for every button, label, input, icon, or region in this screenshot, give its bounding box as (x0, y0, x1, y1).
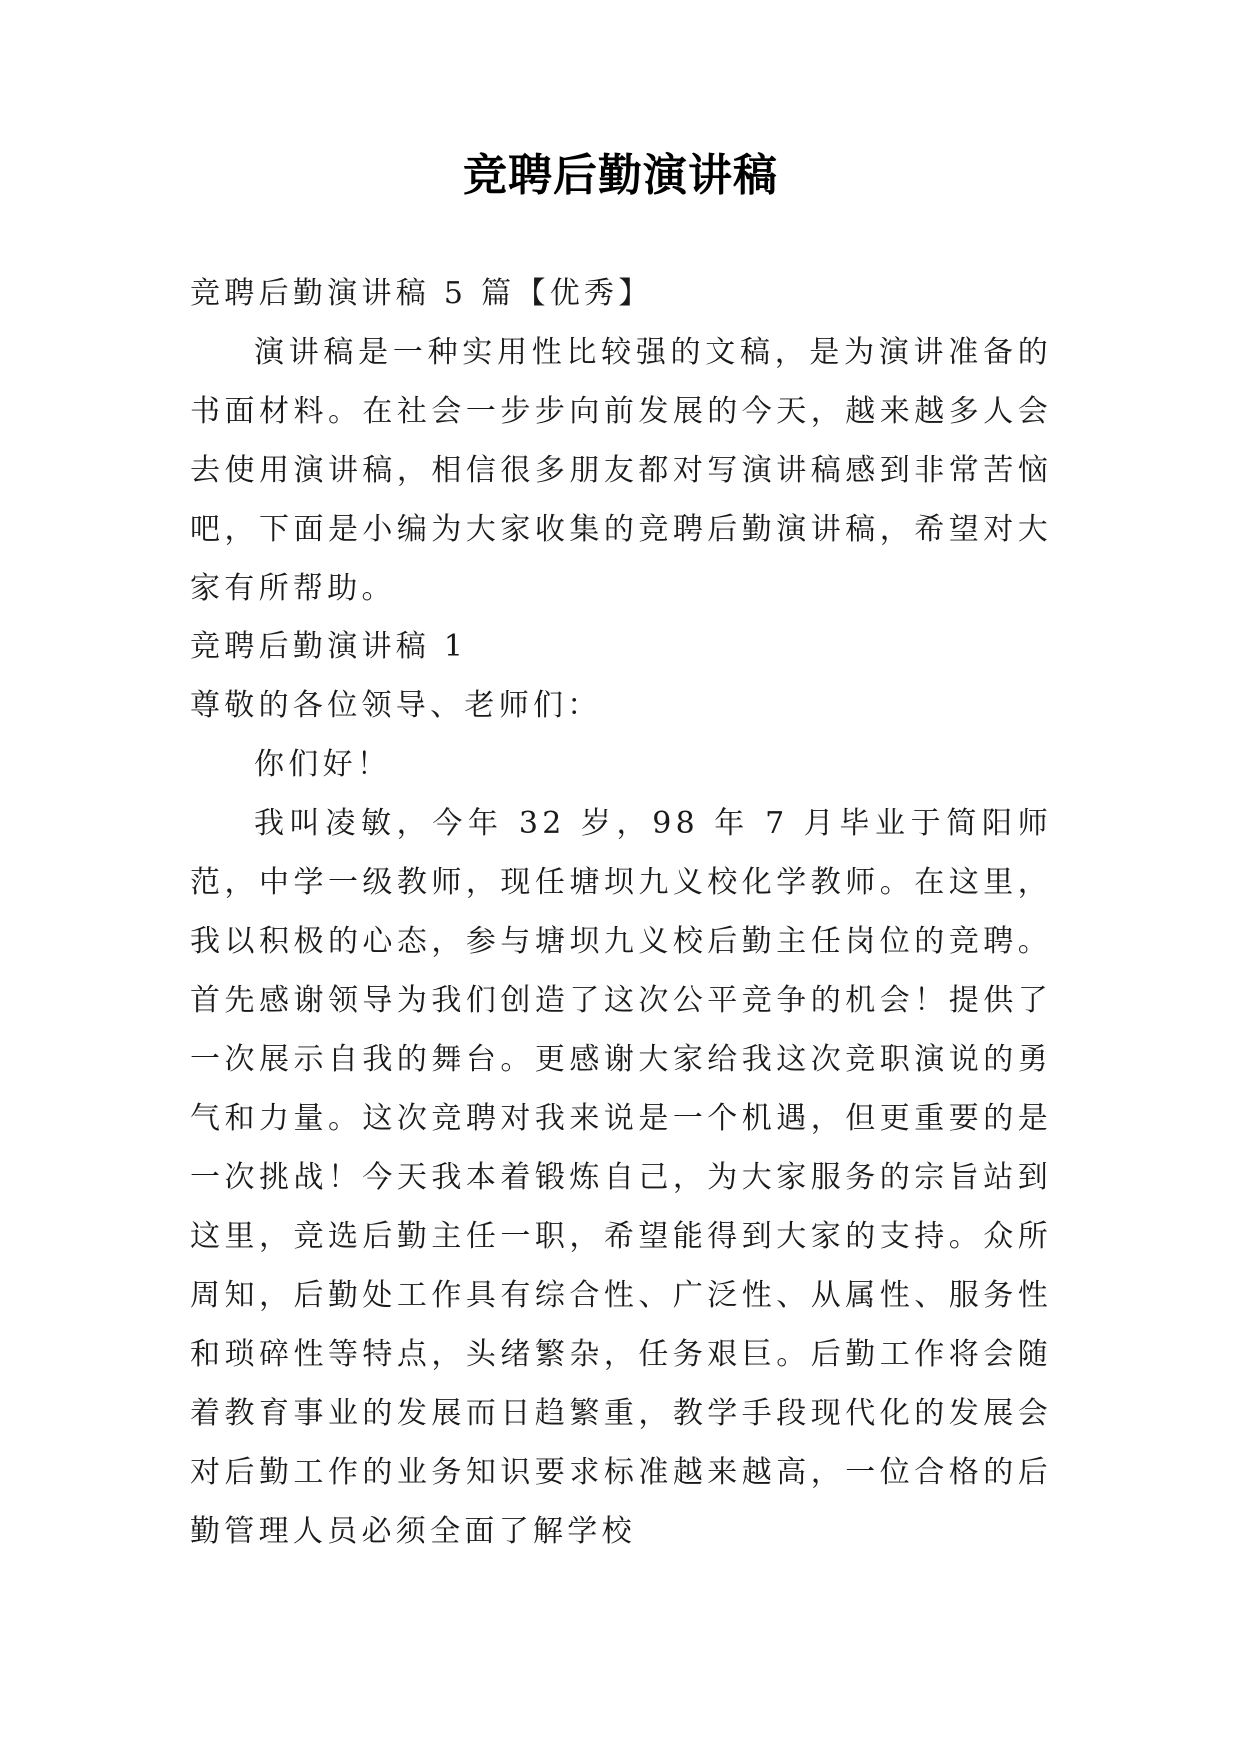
section-heading: 竞聘后勤演讲稿 1 (190, 629, 468, 664)
page-title: 竞聘后勤演讲稿 (463, 150, 778, 201)
body-paragraph: 我叫凌敏，今年 32 岁，98 年 7 月毕业于简阳师范，中学一级教师，现任塘坝九义校化学教师。在这里，我以积极的心态，参与塘坝九义校后勤主任岗位的竞聘。首先感谢领导为我们创造了这次公平竞争的机会！提供了一次展示自我的舞台。更感谢大家给我这次竞职演说的勇气和力量。这次竞聘对我来说是一个机遇，但更重要的是一次挑战！今天我本着锻炼自己，为大家服务的宗旨站到这里，竞选后勤主任一职，希望能得到大家的支持。众所周知，后勤处工作具有综合性、广泛性、从属性、服务性和琐碎性等特点，头绪繁杂，任务艰巨。后勤工作将会随着教育事业的发展而日趋繁重，教学手段现代化的发展会对后勤工作的业务知识要求标准越来越高，一位合格的后勤管理人员必须全面了解学校 (190, 806, 1052, 1549)
subtitle: 竞聘后勤演讲稿 5 篇【优秀】 (190, 276, 653, 311)
greeting: 你们好！ (254, 747, 392, 782)
salutation: 尊敬的各位领导、老师们： (190, 688, 602, 723)
intro-paragraph: 演讲稿是一种实用性比较强的文稿，是为演讲准备的书面材料。在社会一步步向前发展的今天，越来越多人会去使用演讲稿，相信很多朋友都对写演讲稿感到非常苦恼吧，下面是小编为大家收集的竞聘后勤演讲稿，希望对大家有所帮助。 (190, 335, 1052, 606)
